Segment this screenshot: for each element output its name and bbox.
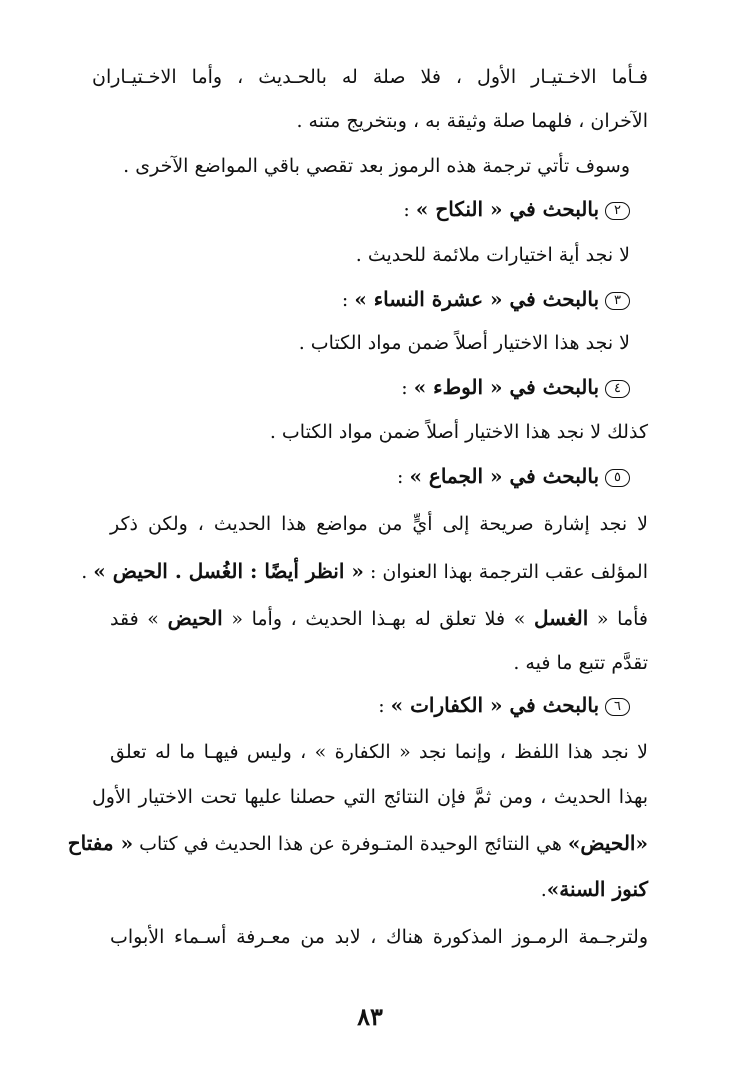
bold-span: «الحيض» xyxy=(567,831,648,855)
text-line: لا نجد هذا اللفظ ، وإنما نجد « الكفارة » ، وليس فيهـا ما له تعلق xyxy=(110,741,648,763)
section-number-badge: ٥ xyxy=(605,469,630,487)
bold-span: « مفتاح xyxy=(67,831,134,855)
text-span: » فلا تعلق له بهـذا الحديث ، وأما « xyxy=(222,608,534,630)
text-line: لا نجد إشارة صريحة إلى أيٍّ من مواضع هذا الحديث ، ولكن ذكر xyxy=(110,513,648,535)
heading-colon: : xyxy=(403,199,416,221)
section-heading xyxy=(74,690,630,724)
section-heading xyxy=(74,372,630,406)
text-line: وسوف تأتي ترجمة هذه الرموز بعد تقصي باقي المواضع الآخرى . xyxy=(123,155,630,177)
section-number-badge: ٦ xyxy=(605,698,630,716)
text-line: فـأما الاخـتيـار الأول ، فلا صلة له بالحـديث ، وأما الاخـتيـاران xyxy=(92,66,648,88)
text-span: . xyxy=(81,561,94,583)
bold-span: الغسل xyxy=(533,606,589,630)
heading-colon: : xyxy=(401,377,414,399)
heading-text: بالبحث في « عشرة النساء » xyxy=(354,287,600,311)
text-line xyxy=(110,603,648,637)
text-span: » فقد xyxy=(110,608,168,630)
heading-text: بالبحث في « الجماع » xyxy=(409,464,600,488)
text-line: ولترجـمة الرمـوز المذكورة هناك ، لابد من معـرفة أسـماء الأبواب xyxy=(110,926,648,948)
text-line: لا نجد أية اختيارات ملائمة للحديث . xyxy=(355,244,630,266)
section-heading xyxy=(74,194,630,228)
text-span: فأما « xyxy=(588,608,649,630)
section-number-badge: ٢ xyxy=(605,202,630,220)
text-line: الآخران ، فلهما صلة وثيقة به ، وبتخريج متنه . xyxy=(296,110,648,132)
text-line: لا نجد هذا الاختيار أصلاً ضمن مواد الكتاب . xyxy=(298,332,630,354)
bold-span: كنوز السنة» xyxy=(546,877,648,901)
heading-text: بالبحث في « النكاح » xyxy=(415,197,600,221)
text-line xyxy=(67,828,648,862)
text-span: هي النتائج الوحيدة المتـوفرة عن هذا الحديث في كتاب xyxy=(133,833,568,855)
heading-colon: : xyxy=(396,466,410,488)
text-line xyxy=(81,556,648,590)
page-number: ٨٣ xyxy=(357,1002,383,1031)
section-number-badge: ٤ xyxy=(605,380,630,398)
text-line: تقدَّم تتبع ما فيه . xyxy=(513,652,648,674)
section-heading xyxy=(74,284,630,318)
heading-colon: : xyxy=(341,289,355,311)
text-span: . xyxy=(540,879,547,901)
section-heading xyxy=(74,461,630,495)
section-number-badge: ٣ xyxy=(605,292,630,310)
text-line xyxy=(92,874,648,908)
text-line: بهذا الحديث ، ومن ثمَّ فإن النتائج التي حصلنا عليها تحت الاختيار الأول xyxy=(92,786,648,808)
text-span: المؤلف عقب الترجمة بهذا العنوان : xyxy=(363,561,648,583)
heading-text: بالبحث في « الكفارات » xyxy=(390,693,600,717)
bold-span: « انظر أيضًا : الغُسل . الحيض » xyxy=(93,559,364,583)
heading-colon: : xyxy=(378,695,391,717)
bold-span: الحيض xyxy=(167,606,223,630)
heading-text: بالبحث في « الوطء » xyxy=(413,375,600,399)
text-line: كذلك لا نجد هذا الاختيار أصلاً ضمن مواد الكتاب . xyxy=(269,421,648,443)
